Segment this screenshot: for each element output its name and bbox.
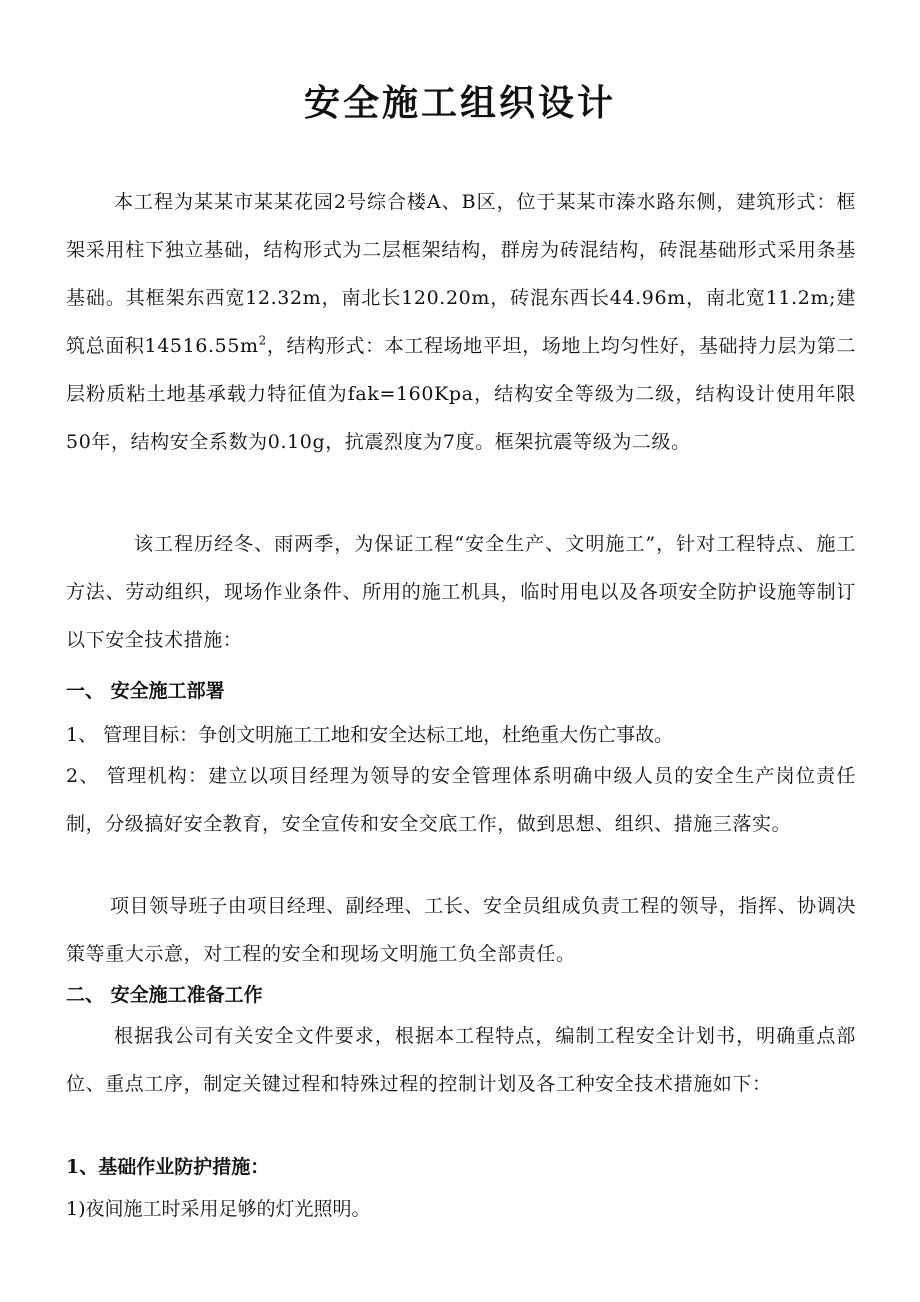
section-heading-2: 二、 安全施工准备工作 bbox=[66, 984, 263, 1006]
measure-item-1: 1)夜间施工时采用足够的灯光照明。 bbox=[66, 1198, 371, 1220]
intro-text-part-2: ，结构形式：本工程场地平坦，场地上均匀性好，基础持力层为第二层粉质粘土地基承载力特征值为fak=160Kpa，结构安全等级为二级，结构设计使用年限50年，结构安全系数为0.10g，抗震烈度为7度。框架抗震等级为二级。 bbox=[66, 335, 856, 453]
leadership-paragraph: 项目领导班子由项目经理、副经理、工长、安全员组成负责工程的领导，指挥、协调决策等重大示意，对工程的安全和现场文明施工负全部责任。 bbox=[66, 895, 856, 965]
intro-text-part-1: 本工程为某某市某某花园2号综合楼A、B区，位于某某市溱水路东侧，建筑形式：框架采用柱下独立基础，结构形式为二层框架结构，群房为砖混结构，砖混基础形式采用条基基础。其框架东西宽12.32m，南北长120.20m，砖混东西长44.96m，南北宽11.2m;建筑总面积14516.55m bbox=[66, 191, 856, 357]
intro-paragraph-2: 该工程历经冬、雨两季，为保证工程“安全生产、文明施工”，针对工程特点、施工方法、劳动组织，现场作业条件、所用的施工机具，临时用电以及各项安全防护设施等制订以下安全技术措施： bbox=[66, 533, 856, 651]
section-heading-1: 一、 安全施工部署 bbox=[66, 680, 225, 702]
intro-paragraph-1 bbox=[66, 178, 856, 466]
subsection-heading-1: 1、基础作业防护措施： bbox=[66, 1156, 270, 1178]
list-item-2: 2、 管理机构：建立以项目经理为领导的安全管理体系明确中级人员的安全生产岗位责任制，分级搞好安全教育，安全宣传和安全交底工作，做到思想、组织、措施三落实。 bbox=[66, 765, 856, 835]
document-title: 安全施工组织设计 bbox=[303, 82, 616, 124]
section-2-paragraph: 根据我公司有关安全文件要求，根据本工程特点，编制工程安全计划书，明确重点部位、重点工序，制定关键过程和特殊过程的控制计划及各工种安全技术措施如下： bbox=[66, 1025, 856, 1095]
superscript-2: 2 bbox=[258, 333, 267, 348]
list-item-1: 1、 管理目标：争创文明施工工地和安全达标工地，杜绝重大伤亡事故。 bbox=[66, 724, 674, 746]
